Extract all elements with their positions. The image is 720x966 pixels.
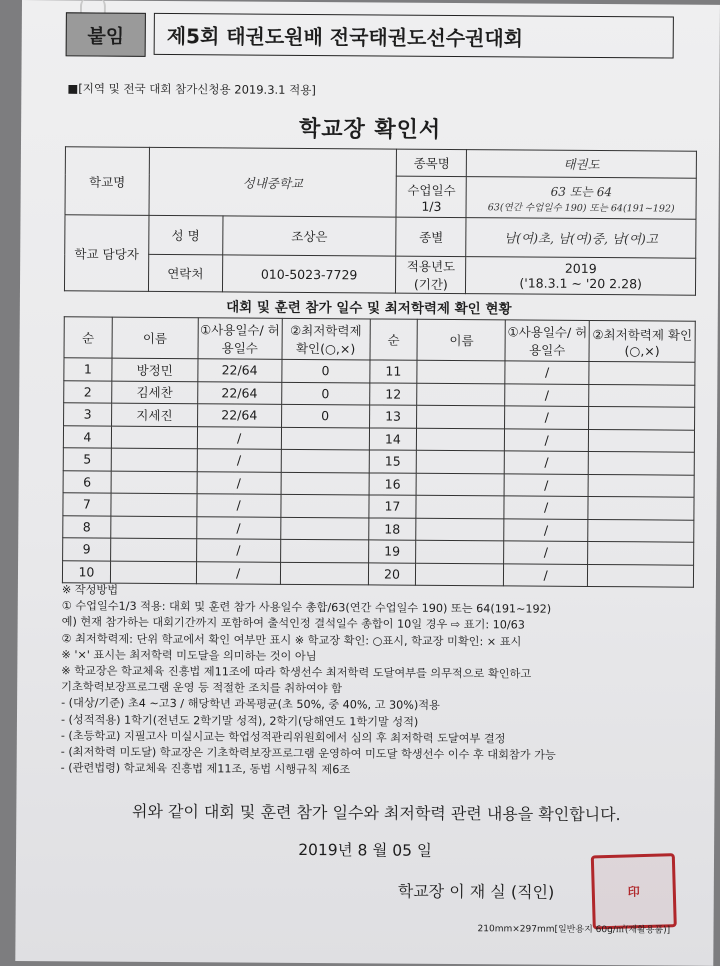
cell-num: 7 [63,493,111,516]
cell-name [111,448,197,471]
event-label: 종목명 [397,149,467,176]
cell-check [280,562,368,585]
cell-num: 4 [63,425,111,448]
period-value: ('18.3.1 ~ '20 2.28) [519,275,642,292]
days-value [466,177,696,220]
cell-days: / [197,494,281,517]
col-check-right: ②최저학력제 확인(○,×) [589,320,695,362]
cell-days: / [504,541,588,564]
col-check-left: ②최저학력제 확인(○,×) [282,318,370,360]
note-line: - (관련법령) 학교체육 진흥법 제11조, 동법 시행규칙 제6조 [60,761,351,777]
note-line: ※ 학교장은 학교체육 진흥법 제11조에 따라 학생선수 최저학력 도달여부를 의무적으로 확인하고 [61,664,532,681]
cell-check [589,361,695,384]
cell-check [588,451,694,474]
cell-name [416,563,504,586]
cell-num: 12 [369,382,417,405]
cell-name [111,426,197,449]
event-title: 제5회 태권도원배 전국태권도선수권대회 [154,13,674,59]
cell-days: / [196,539,280,562]
cell-days: 22/64 [198,359,282,382]
cell-num: 8 [63,515,111,538]
cell-num: 1 [64,358,112,381]
days-value-detail: 63(연간 수업일수 190) 또는 64(191~192) [487,201,675,215]
cell-name [111,538,197,561]
cell-days: / [504,451,588,474]
cell-days: / [505,406,589,429]
note-line: - (성적적용) 1학기(전년도 2학기말 성적), 2학기(당해연도 1학기말 성적) [60,712,419,729]
cell-num: 18 [368,517,416,540]
contact-label: 연락처 [148,254,222,292]
subheading: ■[지역 및 전국 대회 참가신청용 2019.3.1 적용] [67,81,316,98]
cell-check [281,449,369,472]
cell-name [111,516,197,539]
cell-days: / [197,471,281,494]
cell-name [417,383,505,406]
cell-name: 지세진 [111,403,197,426]
status-title: 대회 및 훈련 참가 일수 및 최저학력제 확인 현황 [226,299,512,318]
type-label: 종별 [396,217,466,256]
cell-num: 6 [63,470,111,493]
cell-num: 17 [368,495,416,518]
cell-name [416,473,504,496]
cell-name [111,493,197,516]
cell-num: 9 [63,538,111,561]
cell-name [417,405,505,428]
cell-num: 15 [369,450,417,473]
col-num-left: 순 [64,317,112,358]
info-table [64,146,697,295]
cell-name [416,540,504,563]
year-value [466,257,696,296]
cell-num: 5 [63,448,111,471]
cell-name [416,518,504,541]
cell-check [280,517,368,540]
cell-check [589,384,695,407]
cell-name [110,561,196,584]
date: 2019년 8 월 05 일 [298,840,432,860]
cell-check [588,496,694,519]
cell-days: / [197,449,281,472]
cell-num: 2 [64,380,112,403]
cell-days: / [197,426,281,449]
note-line: ※ 작성방법 [61,583,119,597]
confirm-text: 위와 같이 대회 및 훈련 참가 일수와 최저학력 관련 내용을 확인합니다. [131,801,621,825]
cell-days: 22/64 [197,404,281,427]
note-line: - (최저학력 미도달) 학교장은 기초학력보장프로그램 운영하여 미도달 학생선수 이수 후 대회참가 가능 [60,745,556,762]
cell-days: / [505,361,589,384]
cell-num: 13 [369,405,417,428]
cell-num: 10 [62,560,110,583]
year-value-main: 2019 [564,260,597,277]
cell-check [588,541,694,564]
cell-check [588,519,694,542]
cell-name [417,428,505,451]
cell-check [281,494,369,517]
cell-check [589,406,695,429]
col-name-right: 이름 [417,319,505,361]
cell-days: / [505,383,589,406]
cell-check [588,474,694,497]
header [66,12,674,60]
cell-check [281,472,369,495]
note-line: 기초학력보장프로그램 운영 등 적절한 조치를 취하여야 함 [61,680,342,696]
paper-spec: 210mm×297mm[일반용지 60g/㎡(재활용품)] [477,924,671,936]
cell-days: 22/64 [197,381,281,404]
cell-num: 16 [369,472,417,495]
school-seal-icon: 印 [591,853,677,929]
note-line: ② 최저학력제: 단위 학교에서 확인 여부만 표시 ※ 학교장 확인: ○표시, 학교장 미확인: × 표시 [61,631,522,649]
cell-days: / [504,563,588,586]
cell-num: 20 [368,562,416,585]
days-label: 수업일수 1/3 [396,176,466,217]
cell-name: 김세찬 [112,381,198,404]
event-value: 태권도 [467,150,697,179]
school-label: 학교명 [65,147,149,216]
note-line: 예) 현재 참가하는 대회기간까지 포함하여 출석인정 결석일수 총합이 10일 경우 ⇨ 표기: 10/63 [61,615,525,632]
document-title: 학교장 확인서 [298,116,442,143]
cell-days: / [196,516,280,539]
note-line: - (초등학교) 지필고사 미실시교는 학업성적관리위원회에서 심의 후 최저학력 도달여부 결정 [60,729,506,746]
instructions [61,582,702,781]
cell-check: 0 [281,382,369,405]
col-name-left: 이름 [112,317,198,359]
cell-check [280,539,368,562]
cell-check: 0 [281,359,369,382]
cell-check: 0 [281,404,369,427]
col-days-right: ①사용일수/ 허용일수 [505,320,589,362]
cell-days: / [504,518,588,541]
col-days-left: ①사용일수/ 허용일수 [198,318,282,360]
cell-check [588,429,694,452]
days-value-main: 63 또는 64 [550,184,613,199]
cell-name [416,495,504,518]
cell-name: 방정민 [112,358,198,381]
contact-value: 010-5023-7729 [222,255,396,293]
cell-days: / [505,428,589,451]
year-label: 적용년도 (기간) [396,256,466,293]
note-line: ※ '×' 표시는 최저학력 미도달을 의미하는 것이 아님 [61,648,317,663]
note-line: - (대상/기준) 초4 ~고3 / 해당학년 과목평균(초 50%, 중 40%, 고 30%)적용 [61,696,440,713]
cell-num: 3 [64,403,112,426]
cell-days: / [504,496,588,519]
name-value: 조상은 [222,216,396,256]
cell-days: / [196,561,280,584]
cell-num: 11 [369,360,417,383]
manager-label: 학교 담당자 [64,215,148,292]
document-page [15,0,720,966]
type-value: 남(여)초, 남(여)중, 남(여)고 [466,218,696,259]
principal-signature: 학교장 이 재 실 (직인) [397,881,555,902]
cell-name [417,450,505,473]
status-table [62,316,696,587]
cell-check [281,427,369,450]
cell-days: / [504,473,588,496]
attachment-tag: 붙임 [66,12,146,57]
name-label: 성 명 [149,215,223,255]
cell-num: 19 [368,540,416,563]
note-line: ① 수업일수1/3 적용: 대회 및 훈련 참가 사용일수 총합/63(연간 수업일수 190) 또는 64(191~192) [61,599,552,616]
school-value: 성내중학교 [149,147,397,217]
col-num-right: 순 [370,319,418,360]
cell-name [417,360,505,383]
cell-num: 14 [369,427,417,450]
cell-check [588,564,694,587]
cell-name [111,471,197,494]
